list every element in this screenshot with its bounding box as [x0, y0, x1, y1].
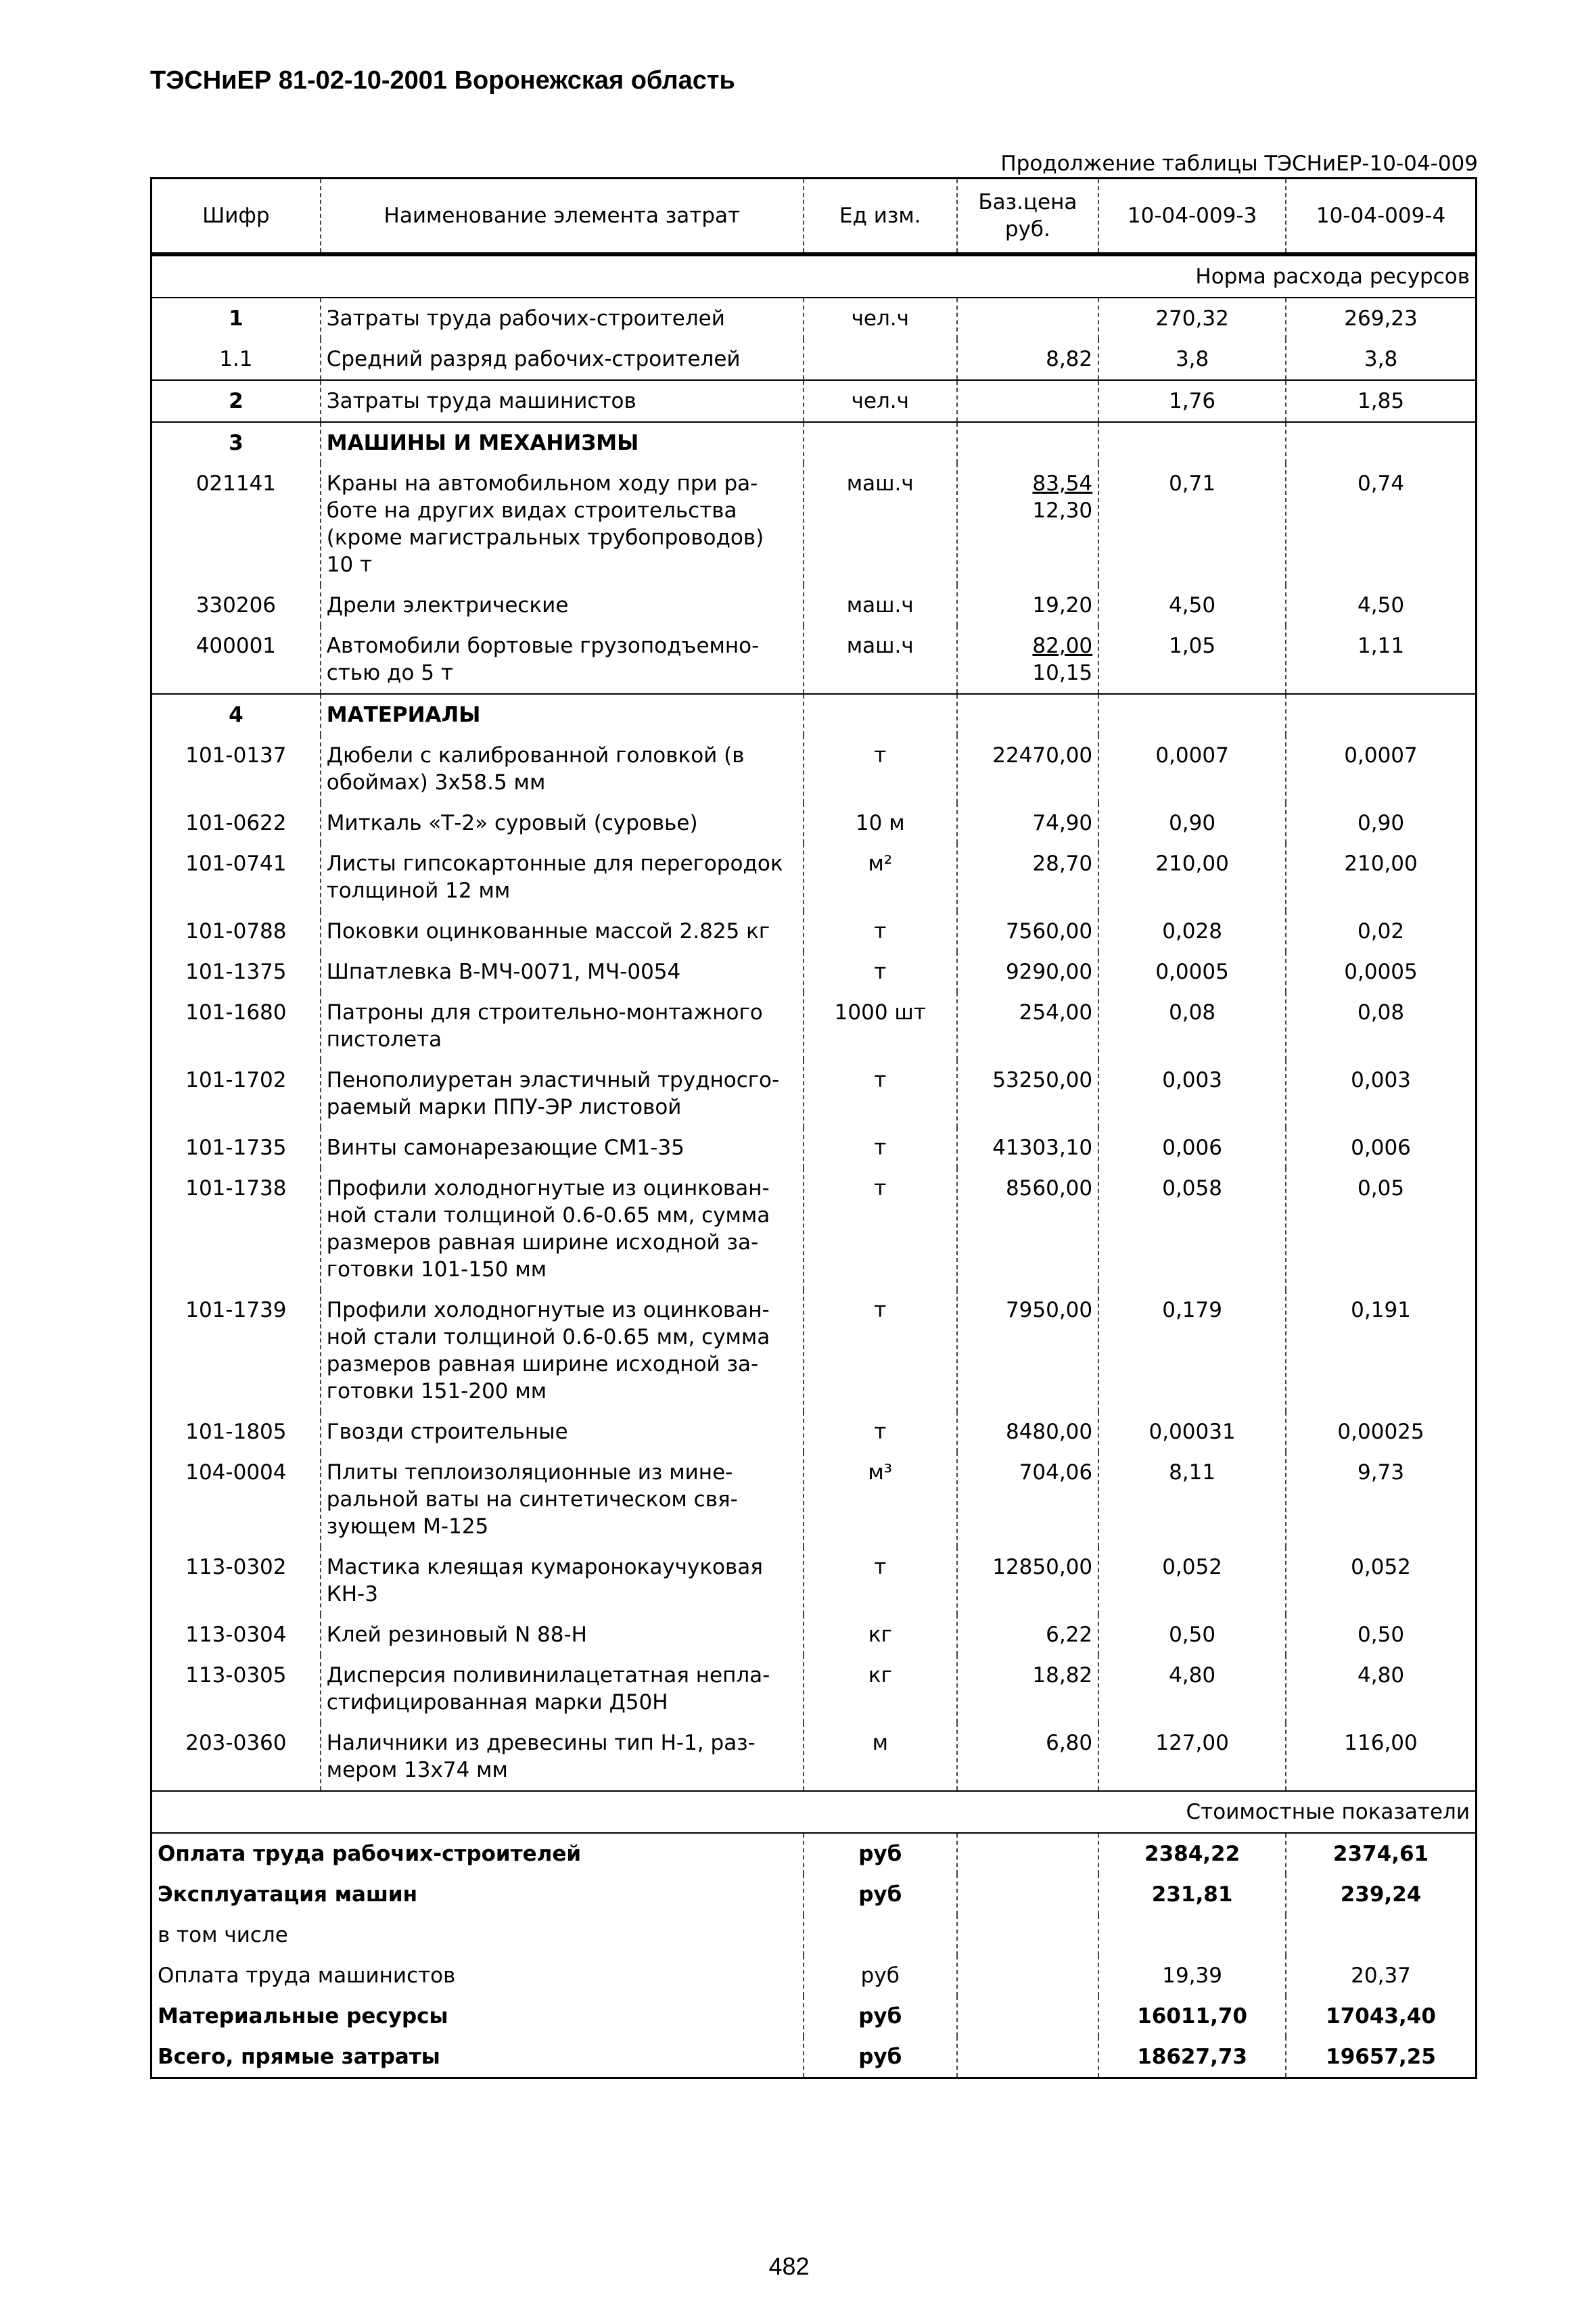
cell-base-price [957, 952, 1099, 992]
cell-code: 101-0741 [185, 852, 287, 876]
cell-base-price [957, 1723, 1099, 1791]
cell-009-3: 0,179 [1098, 1290, 1286, 1412]
cell-code: 104-0004 [185, 1460, 287, 1485]
cell-code: 021141 [195, 471, 277, 496]
cell-009-4: 0,50 [1286, 1614, 1476, 1655]
cell-base-price [957, 1452, 1099, 1547]
cell-base-price [957, 1168, 1099, 1290]
cell-base-price [957, 694, 1099, 735]
header-col-009-4: 10-04-009-4 [1286, 179, 1476, 255]
cell-code: 113-0304 [185, 1623, 287, 1647]
base-price: 704,06 [1019, 1460, 1093, 1485]
base-price: 8480,00 [1005, 1420, 1093, 1444]
cost-009-4: 239,24 [1286, 1874, 1476, 1915]
cell-009-3 [1098, 694, 1286, 735]
base-price: 8560,00 [1005, 1176, 1093, 1201]
base-price: 83,54 [1032, 471, 1093, 496]
cell-unit: т [804, 1412, 957, 1452]
cell-009-3: 4,80 [1098, 1655, 1286, 1723]
cell-009-4: 0,003 [1286, 1060, 1476, 1128]
cell-009-3: 0,052 [1098, 1547, 1286, 1614]
cell-009-4: 3,8 [1286, 339, 1476, 380]
cell-name: Профили холодногнутые из оцинкован- ной стали толщиной 0.6-0.65 мм, сумма размеров равная ширине исходной за- готовки 101-150 мм [321, 1168, 804, 1290]
cost-009-3: 2384,22 [1098, 1833, 1286, 1874]
resource-norms-band-row [152, 254, 1477, 298]
cell-name: Пенополиуретан эластичный трудносго- раемый марки ППУ-ЭР листовой [321, 1060, 804, 1128]
cell-009-4: 4,50 [1286, 585, 1476, 626]
cell-unit: м² [804, 843, 957, 911]
cell-name: Патроны для строительно-монтажного пистолета [321, 992, 804, 1060]
cell-unit: 1000 шт [804, 992, 957, 1060]
cell-009-3: 0,028 [1098, 911, 1286, 952]
cell-name: Автомобили бортовые грузоподъемно- стью до 5 т [321, 626, 804, 694]
cell-unit: м³ [804, 1452, 957, 1547]
cell-009-3: 1,05 [1098, 626, 1286, 694]
cell-unit: маш.ч [804, 585, 957, 626]
cell-base-price [957, 626, 1099, 694]
header-col-009-3: 10-04-009-3 [1098, 179, 1286, 255]
cell-name: Миткаль «Т-2» суровый (суровье) [321, 803, 804, 843]
cost-009-3: 231,81 [1098, 1874, 1286, 1915]
cell-unit: маш.ч [804, 626, 957, 694]
cell-base-price [957, 843, 1099, 911]
cost-indicators-band-row [152, 1791, 1477, 1833]
cell-unit: т [804, 735, 957, 803]
cost-empty [957, 1833, 1099, 1874]
cell-009-3: 0,0005 [1098, 952, 1286, 992]
cell-name: Листы гипсокартонные для перегородок толщиной 12 мм [321, 843, 804, 911]
cost-row [152, 1915, 1477, 1955]
cell-code: 1 [152, 298, 321, 339]
cell-009-3: 210,00 [1098, 843, 1286, 911]
cell-base-price [957, 380, 1099, 422]
header-unit: Ед изм. [804, 179, 957, 255]
base-price: 9290,00 [1005, 960, 1093, 984]
table-row [152, 992, 1477, 1060]
cell-009-4 [1286, 694, 1476, 735]
document-title: ТЭСНиЕР 81-02-10-2001 Воронежская область [150, 66, 735, 95]
cell-name: Дюбели с калиброванной головкой (в обоймах) 3х58.5 мм [321, 735, 804, 803]
cell-name: Затраты труда машинистов [321, 380, 804, 422]
base-price: 82,00 [1032, 634, 1093, 658]
header-name: Наименование элемента затрат [321, 179, 804, 255]
base-price-machinist: 12,30 [1032, 498, 1093, 523]
cell-009-3: 0,08 [1098, 992, 1286, 1060]
cell-code: 1.1 [219, 347, 253, 371]
section-row [152, 694, 1477, 735]
base-price: 8,82 [1046, 347, 1093, 371]
cell-009-4: 0,74 [1286, 463, 1476, 585]
cell-code: 101-1805 [185, 1420, 287, 1444]
base-price: 254,00 [1019, 1000, 1093, 1025]
cell-unit [804, 422, 957, 463]
cell-name: Мастика клеящая кумаронокаучуковая КН-3 [321, 1547, 804, 1614]
cell-009-4: 0,006 [1286, 1128, 1476, 1168]
cell-009-3: 0,003 [1098, 1060, 1286, 1128]
cost-009-3: 18627,73 [1098, 2037, 1286, 2078]
table-continuation-note: Продолжение таблицы ТЭСНиЕР-10-04-009 [1000, 152, 1478, 176]
cell-base-price [957, 1128, 1099, 1168]
cell-unit: т [804, 952, 957, 992]
cell-base-price [957, 1060, 1099, 1128]
base-price: 41303,10 [992, 1136, 1093, 1160]
cell-code: 101-0788 [185, 919, 287, 944]
table-row [152, 380, 1477, 422]
cost-row [152, 2037, 1477, 2078]
cost-unit: руб [804, 2037, 957, 2078]
cell-unit: т [804, 1168, 957, 1290]
cell-009-4: 0,00025 [1286, 1412, 1476, 1452]
cell-unit: т [804, 1060, 957, 1128]
cell-code: 101-1680 [185, 1000, 287, 1025]
cell-name: Затраты труда рабочих-строителей [321, 298, 804, 339]
cost-label: Всего, прямые затраты [158, 2045, 440, 2069]
cell-name: Профили холодногнутые из оцинкован- ной стали толщиной 0.6-0.65 мм, сумма размеров равная ширине исходной за- готовки 151-200 мм [321, 1290, 804, 1412]
cell-base-price [957, 422, 1099, 463]
cost-009-3: 19,39 [1098, 1955, 1286, 1996]
table-row [152, 1547, 1477, 1614]
cell-code: 4 [152, 694, 321, 735]
cost-empty [957, 2037, 1099, 2078]
base-price: 6,80 [1046, 1731, 1093, 1755]
cell-009-4: 0,05 [1286, 1168, 1476, 1290]
header-base-price: Баз.цена руб. [957, 179, 1099, 255]
table-row [152, 1723, 1477, 1791]
cell-009-4: 0,052 [1286, 1547, 1476, 1614]
cell-009-3: 0,00031 [1098, 1412, 1286, 1452]
cost-009-3: 16011,70 [1098, 1996, 1286, 2037]
cell-009-3: 0,71 [1098, 463, 1286, 585]
base-price: 7950,00 [1005, 1298, 1093, 1322]
cell-009-3: 0,0007 [1098, 735, 1286, 803]
cell-base-price [957, 803, 1099, 843]
cost-009-3 [1098, 1915, 1286, 1955]
cell-009-4: 1,85 [1286, 380, 1476, 422]
cell-base-price [957, 1412, 1099, 1452]
table-row [152, 735, 1477, 803]
cell-009-4: 0,08 [1286, 992, 1476, 1060]
cell-base-price [957, 1290, 1099, 1412]
cell-009-4: 0,02 [1286, 911, 1476, 952]
cell-unit: т [804, 1547, 957, 1614]
base-price: 7560,00 [1005, 919, 1093, 944]
cell-code: 101-1702 [185, 1068, 287, 1092]
cell-009-4: 0,90 [1286, 803, 1476, 843]
cost-unit: руб [804, 1996, 957, 2037]
cell-base-price [957, 1614, 1099, 1655]
cost-empty [957, 1955, 1099, 1996]
table-row [152, 1412, 1477, 1452]
cell-unit: т [804, 911, 957, 952]
cost-empty [957, 1996, 1099, 2037]
header-code: Шифр [152, 179, 321, 255]
base-price: 6,22 [1046, 1623, 1093, 1647]
cell-unit: чел.ч [804, 380, 957, 422]
table-row [152, 585, 1477, 626]
cell-unit: т [804, 1290, 957, 1412]
resource-norms-band: Норма расхода ресурсов [152, 254, 1477, 298]
cell-name: Краны на автомобильном ходу при ра- боте на других видах строительства (кроме магистральных трубопроводов) 10 т [321, 463, 804, 585]
table-row [152, 298, 1477, 339]
cell-base-price [957, 735, 1099, 803]
cost-row [152, 1833, 1477, 1874]
base-price: 12850,00 [992, 1555, 1093, 1579]
cost-unit: руб [804, 1874, 957, 1915]
table-row [152, 911, 1477, 952]
cell-code: 113-0305 [185, 1663, 287, 1688]
cell-009-4: 210,00 [1286, 843, 1476, 911]
cell-009-4: 4,80 [1286, 1655, 1476, 1723]
table-row [152, 1655, 1477, 1723]
cell-name: Винты самонарезающие СМ1-35 [321, 1128, 804, 1168]
cost-label: в том числе [158, 1923, 288, 1947]
cost-009-4: 20,37 [1286, 1955, 1476, 1996]
table-row [152, 1168, 1477, 1290]
table-row [152, 1060, 1477, 1128]
base-price: 28,70 [1032, 852, 1093, 876]
cost-009-4: 19657,25 [1286, 2037, 1476, 2078]
cell-name: Плиты теплоизоляционные из мине- ральной ваты на синтетическом свя- зующем М-125 [321, 1452, 804, 1547]
cell-unit: т [804, 1128, 957, 1168]
cost-label: Оплата труда рабочих-строителей [152, 1833, 804, 1874]
cost-009-4: 17043,40 [1286, 1996, 1476, 2037]
cell-unit: м [804, 1723, 957, 1791]
cell-unit: кг [804, 1655, 957, 1723]
cell-name: Шпатлевка В-МЧ-0071, МЧ-0054 [321, 952, 804, 992]
cell-code: 101-1735 [185, 1136, 287, 1160]
resource-norms-table [150, 177, 1477, 2079]
cost-label: Оплата труда машинистов [158, 1963, 456, 1988]
cell-009-3: 127,00 [1098, 1723, 1286, 1791]
cost-indicators-band: Стоимостные показатели [152, 1791, 1477, 1833]
cost-009-4 [1286, 1915, 1476, 1955]
page-number: 482 [768, 2252, 810, 2280]
base-price: 74,90 [1032, 811, 1093, 835]
cell-unit: 10 м [804, 803, 957, 843]
cell-009-4: 0,0007 [1286, 735, 1476, 803]
cell-unit: чел.ч [804, 298, 957, 339]
cost-label: Материальные ресурсы [158, 2004, 448, 2028]
cost-empty [957, 1874, 1099, 1915]
cell-code: 101-1739 [185, 1298, 287, 1322]
cost-row [152, 1874, 1477, 1915]
cell-009-4: 116,00 [1286, 1723, 1476, 1791]
table-row [152, 463, 1477, 585]
cell-code: 101-1375 [185, 960, 287, 984]
base-price-machinist: 10,15 [1032, 661, 1093, 685]
cell-009-3 [1098, 422, 1286, 463]
table-row [152, 803, 1477, 843]
cell-009-3: 0,006 [1098, 1128, 1286, 1168]
cell-base-price [957, 339, 1099, 380]
cost-unit: руб [804, 1833, 957, 1874]
cell-unit [804, 694, 957, 735]
cell-009-4: 0,191 [1286, 1290, 1476, 1412]
cell-name: Поковки оцинкованные массой 2.825 кг [321, 911, 804, 952]
cell-name: Дисперсия поливинилацетатная непла- стифицированная марки Д50Н [321, 1655, 804, 1723]
table-row [152, 626, 1477, 694]
cost-label: Эксплуатация машин [158, 1882, 418, 1907]
cell-009-4: 269,23 [1286, 298, 1476, 339]
cell-base-price [957, 1547, 1099, 1614]
cost-009-4: 2374,61 [1286, 1833, 1476, 1874]
cell-code: 3 [152, 422, 321, 463]
base-price: 19,20 [1032, 593, 1093, 618]
cost-empty [957, 1915, 1099, 1955]
cell-base-price [957, 911, 1099, 952]
cell-name: МАТЕРИАЛЫ [321, 694, 804, 735]
cell-009-4: 0,0005 [1286, 952, 1476, 992]
table-row [152, 1290, 1477, 1412]
cell-009-3: 4,50 [1098, 585, 1286, 626]
cell-code: 2 [152, 380, 321, 422]
cell-009-4 [1286, 422, 1476, 463]
cell-009-3: 270,32 [1098, 298, 1286, 339]
cell-009-3: 8,11 [1098, 1452, 1286, 1547]
table-row [152, 1128, 1477, 1168]
base-price: 53250,00 [992, 1068, 1093, 1092]
base-price: 18,82 [1032, 1663, 1093, 1688]
cell-code: 101-0622 [185, 811, 287, 835]
table-row [152, 843, 1477, 911]
cell-name: Клей резиновый N 88-Н [321, 1614, 804, 1655]
cell-name: Средний разряд рабочих-строителей [321, 339, 804, 380]
cell-009-4: 1,11 [1286, 626, 1476, 694]
cell-name: МАШИНЫ И МЕХАНИЗМЫ [321, 422, 804, 463]
cell-009-3: 0,058 [1098, 1168, 1286, 1290]
cell-base-price [957, 463, 1099, 585]
table-header-row [152, 179, 1477, 255]
cell-code: 203-0360 [185, 1731, 287, 1755]
table-row [152, 1614, 1477, 1655]
base-price: 22470,00 [992, 743, 1093, 768]
cost-unit [804, 1915, 957, 1955]
cell-code: 101-1738 [185, 1176, 287, 1201]
table-row [152, 952, 1477, 992]
cell-base-price [957, 585, 1099, 626]
cell-unit [804, 339, 957, 380]
cell-009-4: 9,73 [1286, 1452, 1476, 1547]
table-row [152, 1452, 1477, 1547]
cell-code: 101-0137 [185, 743, 287, 768]
cell-code: 400001 [195, 634, 277, 658]
cell-code: 330206 [195, 593, 277, 618]
cell-unit: кг [804, 1614, 957, 1655]
section-row [152, 422, 1477, 463]
cost-row [152, 1996, 1477, 2037]
cell-base-price [957, 298, 1099, 339]
cell-name: Дрели электрические [321, 585, 804, 626]
cost-unit: руб [804, 1955, 957, 1996]
table-row [152, 339, 1477, 380]
cell-name: Наличники из древесины тип Н-1, раз- мером 13х74 мм [321, 1723, 804, 1791]
cell-009-3: 3,8 [1098, 339, 1286, 380]
cell-009-3: 0,50 [1098, 1614, 1286, 1655]
cell-base-price [957, 992, 1099, 1060]
cell-code: 113-0302 [185, 1555, 287, 1579]
cell-009-3: 0,90 [1098, 803, 1286, 843]
cell-unit: маш.ч [804, 463, 957, 585]
cell-name: Гвозди строительные [321, 1412, 804, 1452]
cell-009-3: 1,76 [1098, 380, 1286, 422]
cost-row [152, 1955, 1477, 1996]
cell-base-price [957, 1655, 1099, 1723]
